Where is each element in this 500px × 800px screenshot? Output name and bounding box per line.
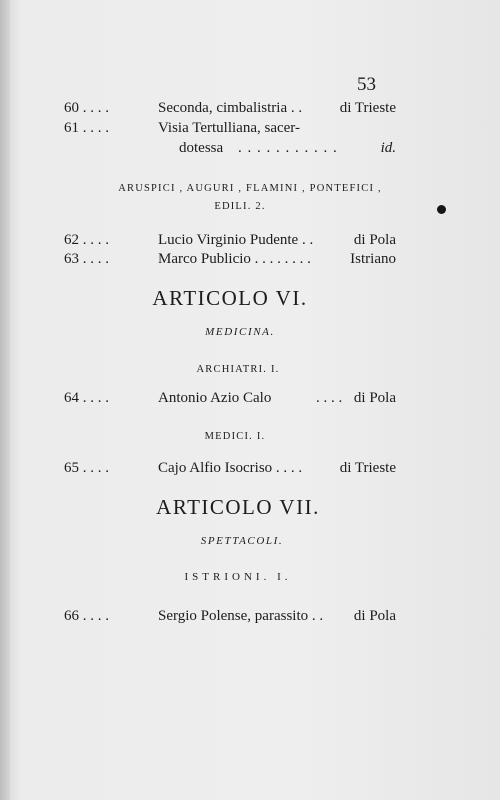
entry-place: Istriano (350, 251, 396, 267)
entry-name: Seconda, cimbalistria . . (158, 100, 303, 116)
entry-name: Cajo Alfio Isocriso . . . . (158, 460, 303, 476)
entry-number: 60 . . . . (64, 100, 109, 116)
subheading-medici: MEDICI. I. (204, 431, 266, 442)
leader-dots: . . . . . . . . . . . (238, 140, 338, 156)
page-gutter (0, 0, 10, 800)
entry-number: 63 . . . . (64, 251, 109, 267)
entry-place: di Pola (353, 232, 396, 248)
entry-name: Lucio Virginio Pudente . . (158, 232, 314, 248)
section-heading-aruspici: ARUSPICI , AUGURI , FLAMINI , PONTEFICI , (118, 183, 382, 194)
section-heading-aruspici-count: EDILI. 2. (214, 201, 266, 212)
entry-name: Sergio Polense, parassito . . (158, 608, 324, 624)
article-heading-vi: ARTICOLO VI. (152, 286, 308, 310)
entry-number: 65 . . . . (64, 460, 109, 476)
entry-name-continuation: dotessa (179, 140, 224, 156)
entry-number: 61 . . . . (64, 120, 109, 136)
entry-number: 64 . . . . (64, 390, 109, 406)
subject-heading-medicina: MEDICINA. (205, 326, 275, 338)
leader-dots: . . . . (316, 390, 343, 406)
page-number: 53 (357, 74, 376, 95)
entry-number: 66 . . . . (64, 608, 109, 624)
entry-name: Visia Tertulliana, sacer- (158, 120, 300, 136)
subheading-archiatri: ARCHIATRI. I. (196, 364, 280, 375)
ink-blot (437, 205, 446, 214)
entry-place: di Pola (353, 390, 396, 406)
subject-heading-spettacoli: SPETTACOLI. (200, 535, 284, 547)
entry-place: di Trieste (339, 460, 396, 476)
article-heading-vii: ARTICOLO VII. (156, 495, 320, 519)
entry-place: id. (380, 140, 396, 156)
entry-place: di Pola (353, 608, 396, 624)
entry-name: Antonio Azio Calo (158, 390, 272, 406)
entry-number: 62 . . . . (64, 232, 109, 248)
subheading-istrioni: ISTRIONI. I. (184, 571, 292, 583)
entry-place: di Trieste (339, 100, 396, 116)
entry-name: Marco Publicio . . . . . . . . (158, 251, 311, 267)
